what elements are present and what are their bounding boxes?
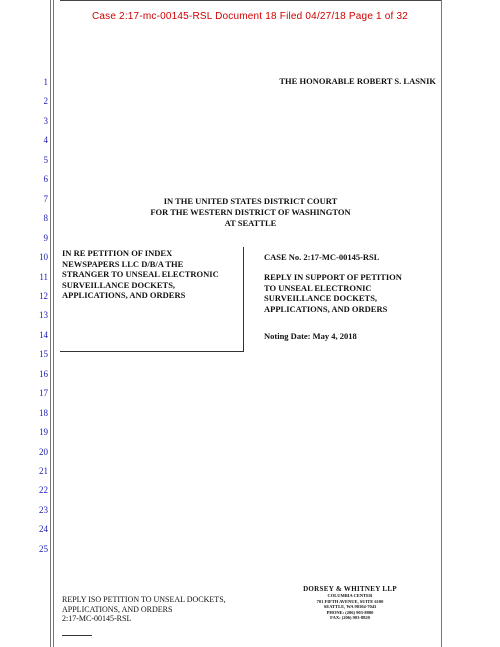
document-title [264, 272, 434, 314]
line-number: 25 [39, 543, 48, 554]
line-number: 10 [39, 252, 48, 263]
line-number: 13 [39, 310, 48, 321]
firm-address-line: PHONE: (206) 903-8800 [326, 609, 374, 615]
line-number: 6 [43, 174, 48, 185]
right-margin-rule [441, 0, 442, 647]
caption-party-line: IN RE PETITION OF INDEX [62, 248, 173, 258]
firm-address-line: 701 FIFTH AVENUE, SUITE 6100 [316, 598, 384, 604]
line-number: 15 [39, 349, 48, 360]
firm-address-line: SEATTLE, WA 98104-7043 [323, 604, 377, 609]
line-number: 21 [39, 466, 48, 476]
line-number: 3 [43, 115, 48, 126]
noting-date: Noting Date: May 4, 2018 [264, 331, 357, 341]
line-number: 1 [43, 77, 48, 87]
line-number: 24 [39, 524, 48, 535]
court-line-3: AT SEATTLE [224, 218, 277, 228]
top-rule [60, 0, 441, 1]
title-line: APPLICATIONS, AND ORDERS [264, 303, 388, 314]
title-line: SURVEILLANCE DOCKETS, [264, 293, 378, 303]
line-number: 16 [39, 368, 48, 379]
firm-address-line: FAX: (206) 903-8820 [330, 615, 370, 620]
court-line-2: FOR THE WESTERN DISTRICT OF WASHINGTON [150, 207, 351, 217]
line-number: 23 [39, 504, 48, 515]
line-number: 2 [43, 96, 48, 107]
line-number: 8 [43, 213, 48, 224]
line-number: 19 [39, 427, 48, 438]
line-number: 11 [39, 271, 48, 282]
caption-party-line: STRANGER TO UNSEAL ELECTRONIC [62, 269, 219, 279]
footer-rule [62, 635, 92, 636]
caption-party-line: APPLICATIONS, AND ORDERS [62, 290, 186, 300]
caption-parties [62, 248, 242, 301]
firm-address-line: COLUMBIA CENTER [327, 593, 373, 598]
ecf-header-stamp: Case 2:17-mc-00145-RSL Document 18 Filed 04/27/18 Page 1 of 32 [91, 11, 409, 22]
firm-name: DORSEY & WHITNEY LLP [303, 585, 397, 593]
line-number: 12 [39, 290, 48, 301]
line-number: 18 [39, 407, 48, 418]
title-line: TO UNSEAL ELECTRONIC [264, 282, 372, 293]
caption-party-line: SURVEILLANCE DOCKETS, [62, 279, 176, 290]
line-number: 17 [39, 388, 48, 399]
footer-line: APPLICATIONS, AND ORDERS [62, 604, 173, 614]
judge-name: THE HONORABLE ROBERT S. LASNIK [279, 76, 436, 86]
line-number: 9 [43, 232, 48, 243]
footer-line: REPLY ISO PETITION TO UNSEAL DOCKETS, [62, 595, 226, 604]
left-margin-rule [50, 0, 51, 647]
court-line-1: IN THE UNITED STATES DISTRICT COURT [163, 196, 338, 206]
line-number: 7 [43, 193, 48, 204]
line-number: 14 [39, 329, 48, 340]
footer-line: 2:17-MC-00145-RSL [62, 614, 132, 623]
line-number: 5 [43, 154, 48, 165]
law-firm-block [290, 585, 410, 621]
case-number: CASE No. 2:17-MC-00145-RSL [264, 252, 380, 262]
court-heading [60, 196, 441, 229]
line-number: 20 [39, 446, 48, 457]
footer-caption [62, 595, 252, 624]
left-margin-rule-inner [53, 0, 54, 647]
title-line: REPLY IN SUPPORT OF PETITION [264, 272, 402, 282]
line-number: 4 [43, 135, 48, 146]
line-number: 22 [39, 485, 48, 496]
caption-party-line: NEWSPAPERS LLC D/B/A THE [62, 258, 184, 269]
